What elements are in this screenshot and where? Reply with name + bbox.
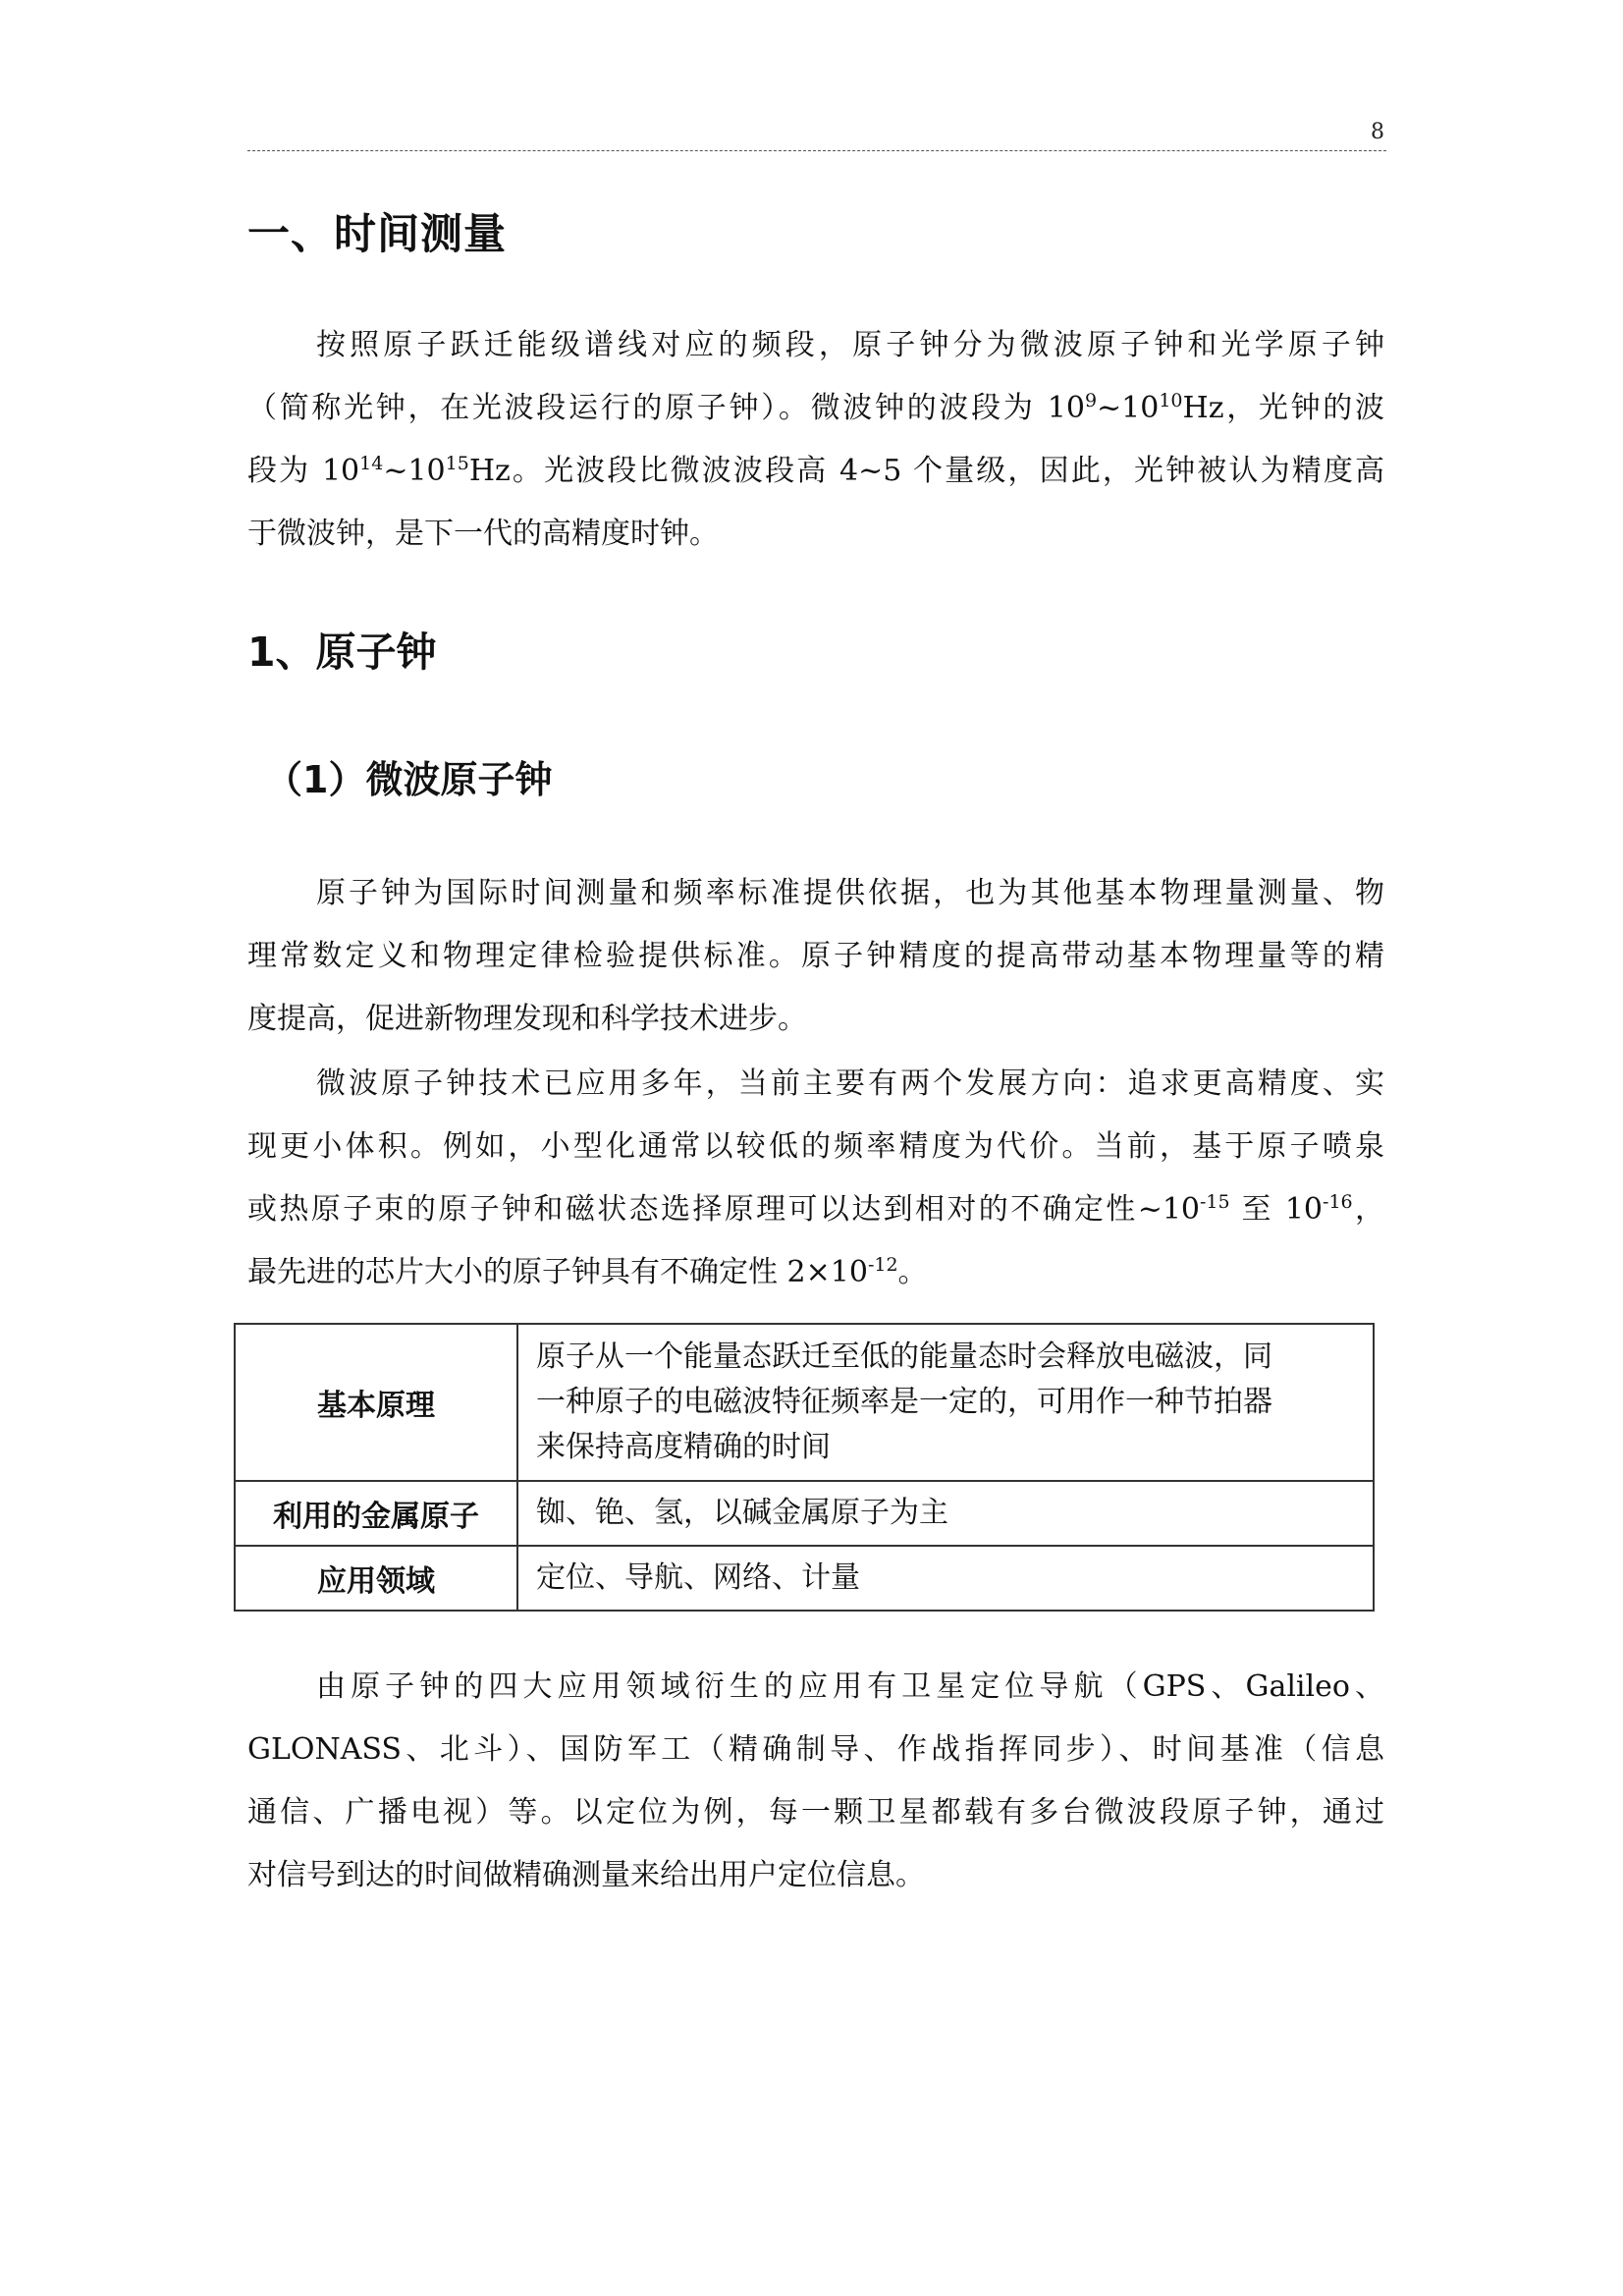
paragraph-3-line-2: 现更小体积。例如，小型化通常以较低的频率精度为代价。当前，基于原子喷泉 [247,1129,1384,1164]
table-value-cell [517,1546,1374,1611]
section-title: 一、时间测量 [247,210,507,259]
paragraph-2-line-2: 理常数定义和物理定律检验提供标准。原子钟精度的提高带动基本物理量等的精 [247,939,1384,973]
subsubsection-title: （1）微波原子钟 [265,758,553,801]
intro-line-1: 按照原子跃迁能级谱线对应的频段，原子钟分为微波原子钟和光学原子钟 [316,328,1384,362]
table-label-cell: 基本原理 [235,1324,517,1481]
table-value-line: 定位、导航、网络、计量 [536,1560,860,1595]
table-value-line: 铷、铯、氢，以碱金属原子为主 [536,1496,948,1530]
paragraph-3-line-4: 最先进的芯片大小的原子钟具有不确定性 $2\times 10^{-12}$。 [247,1254,928,1289]
table-value-line: 原子从一个能量态跃迁至低的能量态时会释放电磁波，同 [536,1339,1272,1374]
table-value-line: 来保持高度精确的时间 [536,1430,831,1464]
paragraph-4-line-1: 由原子钟的四大应用领域衍生的应用有卫星定位导航（GPS、Galileo、 [316,1669,1384,1704]
paragraph-2 [247,862,1384,1051]
table-row [235,1324,1374,1481]
paragraph-4 [247,1656,1384,1907]
atomic-clock-table [234,1323,1375,1612]
table-value-cell [517,1324,1374,1481]
table-label-cell: 利用的金属原子 [235,1481,517,1546]
paragraph-3 [247,1053,1384,1304]
page-number: 8 [1371,120,1384,144]
table-label-cell: 应用领域 [235,1546,517,1611]
table-row [235,1481,1374,1546]
table-value-line: 一种原子的电磁波特征频率是一定的，可用作一种节拍器 [536,1385,1272,1419]
intro-line-4: 于微波钟，是下一代的高精度时钟。 [247,517,719,551]
intro-paragraph [247,314,1384,566]
intro-line-2: （简称光钟，在光波段运行的原子钟）。微波钟的波段为 $10^9\sim 10^{10}Hz$，光钟的波 [247,390,1385,425]
subsection-title: 1、原子钟 [247,629,437,676]
table-row [235,1546,1374,1611]
paragraph-2-line-3: 度提高，促进新物理发现和科学技术进步。 [247,1002,807,1036]
paragraph-3-line-3: 或热原子束的原子钟和磁状态选择原理可以达到相对的不确定性$\sim 10^{-15}$ 至 $10^{-16}$， [247,1191,1385,1227]
paragraph-2-line-1: 原子钟为国际时间测量和频率标准提供依据，也为其他基本物理量测量、物 [316,876,1384,910]
paragraph-4-line-4: 对信号到达的时间做精确测量来给出用户定位信息。 [247,1858,925,1892]
paragraph-3-line-1: 微波原子钟技术已应用多年，当前主要有两个发展方向：追求更高精度、实 [316,1066,1384,1101]
intro-line-3: 段为 $10^{14}\sim 10^{15}Hz$。光波段比微波波段高 4~5 个量级，因此，光钟被认为精度高 [247,453,1384,488]
table-value-cell [517,1481,1374,1546]
paragraph-4-line-3: 通信、广播电视）等。以定位为例，每一颗卫星都载有多台微波段原子钟，通过 [247,1795,1384,1830]
paragraph-4-line-2: GLONASS、北斗）、国防军工（精确制导、作战指挥同步）、时间基准（信息 [247,1732,1384,1767]
header-rule [247,150,1386,151]
